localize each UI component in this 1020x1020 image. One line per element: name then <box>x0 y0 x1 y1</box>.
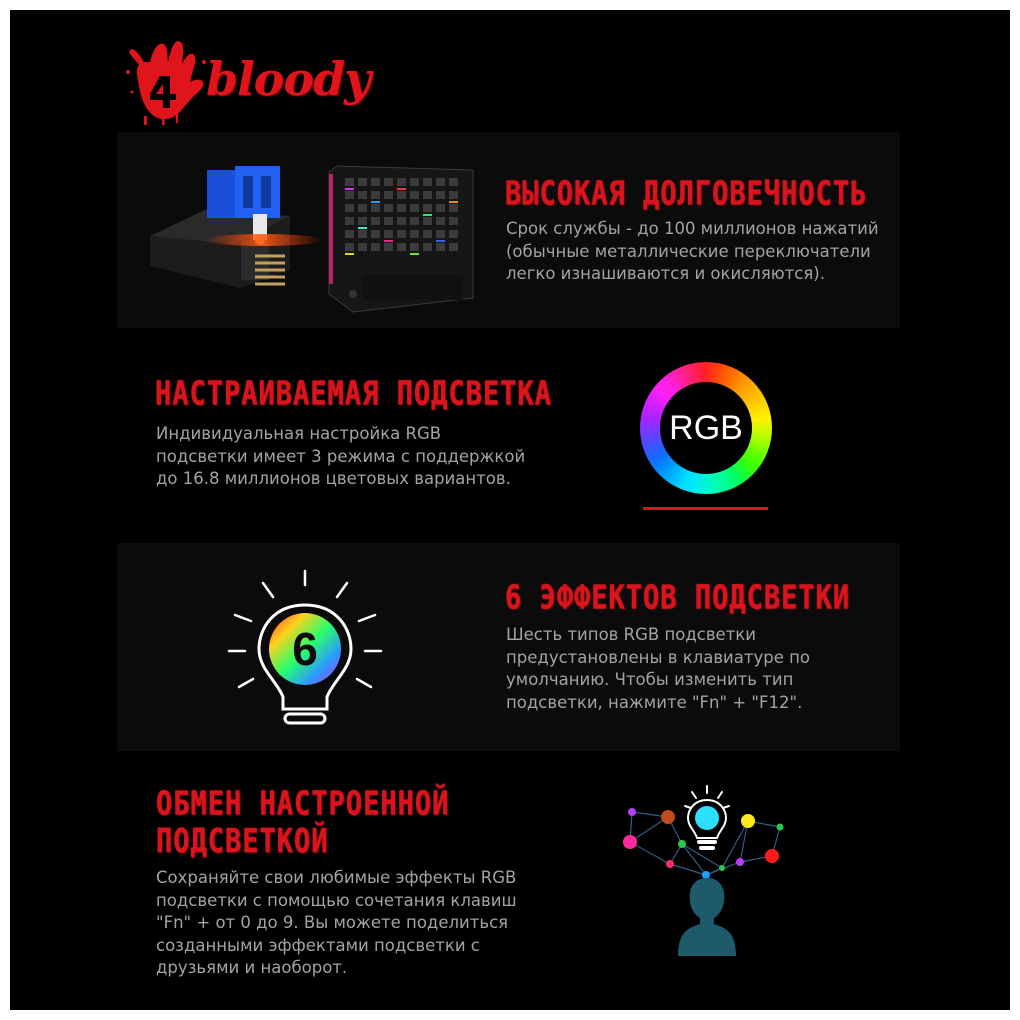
person-network-icon <box>622 784 792 956</box>
bloody-logo <box>120 32 370 127</box>
logo-wordmark: bloody <box>206 52 370 106</box>
red-divider <box>643 507 768 510</box>
heading-durability: ВЫСОКАЯ ДОЛГОВЕЧНОСТЬ <box>505 175 868 213</box>
description-share-backlight: Сохраняйте свои любимые эффекты RGB подсветки с помощью сочетания клавиш "Fn" + от 0 до 9. Вы можете поделиться созданными эффектами подсветки с друзьями и наоборот. <box>156 868 517 977</box>
effects-count-label: 6 <box>292 623 318 675</box>
heading-share-line-2: ПОДСВЕТКОЙ <box>156 822 329 861</box>
heading-share-line-1: ОБМЕН НАСТРОЕННОЙ <box>156 785 450 823</box>
heading-custom-backlight: НАСТРАИВАЕМАЯ ПОДСВЕТКА <box>155 375 552 413</box>
description-six-effects: Шесть типов RGB подсветки предустановлены в клавиатуре по умолчанию. Чтобы изменить тип подсветки, нажмите "Fn" + "F12". <box>506 625 811 712</box>
rgb-label: RGB <box>660 382 752 474</box>
light-bulb-icon <box>225 563 385 728</box>
page-frame <box>10 10 1010 1010</box>
description-durability: Срок службы - до 100 миллионов нажатий (обычные металлические переключатели легко изнашиваются и окисляются). <box>506 219 879 283</box>
heading-share-backlight <box>156 785 449 861</box>
description-custom-backlight: Индивидуальная настройка RGB подсветки имеет 3 режима с поддержкой до 16.8 миллионов цветовых вариантов. <box>156 424 526 488</box>
heading-six-effects: 6 ЭФФЕКТОВ ПОДСВЕТКИ <box>505 579 851 617</box>
handprint-icon <box>120 32 210 127</box>
keyboard-switch-image <box>145 158 480 318</box>
